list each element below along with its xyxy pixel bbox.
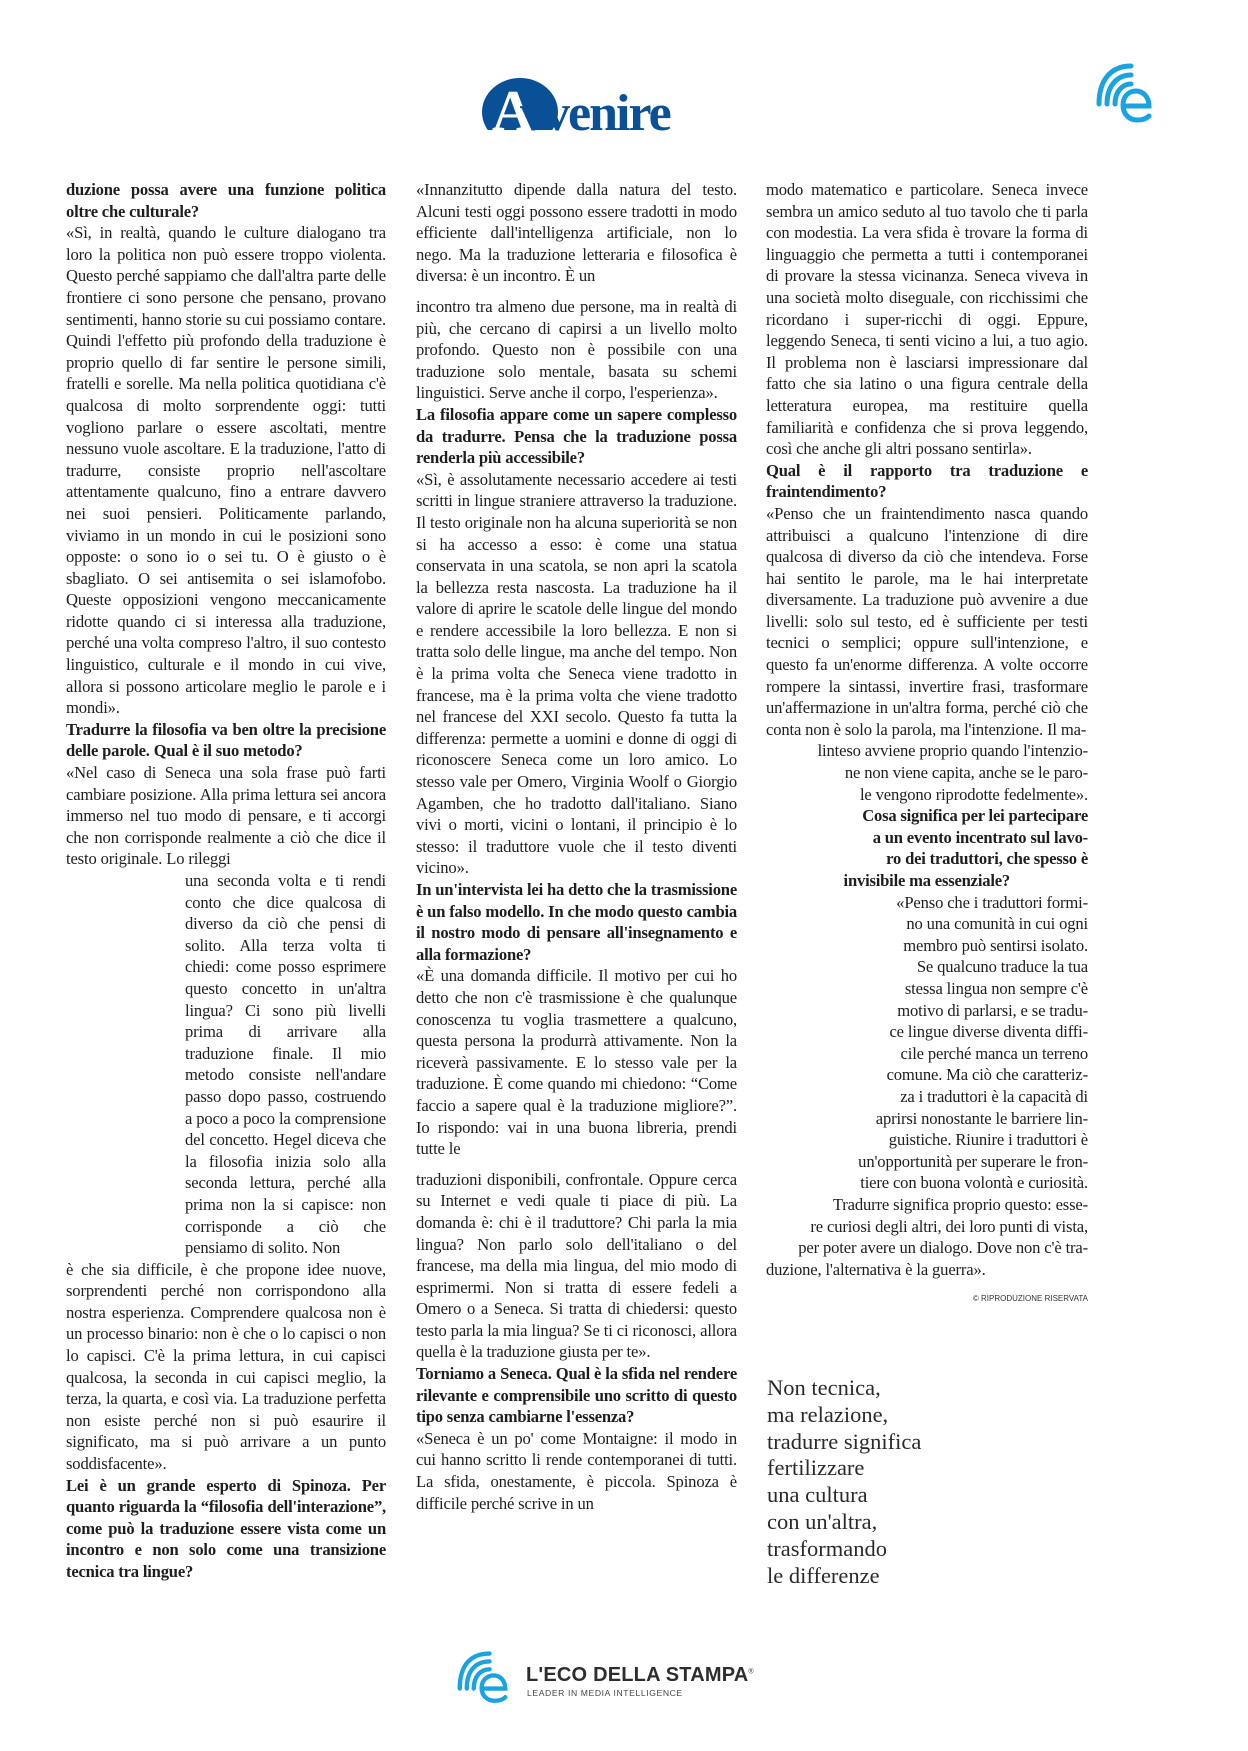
interview-answer: incontro tra almeno due persone, ma in realtà di più, che cercano di capirsi a un livello molto profondo. Questo non è possibile con una traduzione solo mentale, basata su schemi linguistici. Serve anche il corpo, l'esperienza».	[416, 296, 737, 403]
interview-question: Torniamo a Seneca. Qual è la sfida nel rendere rilevante e comprensibile uno scritto di questo tipo senza cambiarne l'essenza?	[416, 1364, 737, 1427]
pull-quote-line: Non tecnica,	[767, 1375, 881, 1400]
text-line: ro dei traduttori, che spesso è	[886, 849, 1088, 869]
interview-answer-right-aligned	[766, 892, 1088, 1281]
interview-answer: «Innanzitutto dipende dalla natura del testo. Alcuni testi oggi possono essere tradotti in modo efficiente dall'intelligenza artificiale, non lo nego. Ma la traduzione letteraria e filosofica è diversa: è un incontro. È un	[416, 180, 737, 286]
text-line: re curiosi degli altri, dei loro punti di vista,	[810, 1216, 1088, 1236]
pull-quote-line: con un'altra,	[767, 1508, 878, 1534]
text-line: Tradurre significa proprio questo: esse-	[832, 1194, 1088, 1214]
masthead	[0, 0, 1248, 170]
footer-tagline: LEADER IN MEDIA INTELLIGENCE	[527, 1688, 683, 1698]
text-line: per poter avere un dialogo. Dove non c'è tra-	[798, 1238, 1088, 1258]
footer-branding	[448, 1648, 768, 1708]
text-line: tiere con buona volontà e curiosità.	[860, 1173, 1088, 1193]
registered-mark: ®	[748, 1668, 754, 1676]
interview-answer: «È una domanda difficile. Il motivo per cui ho detto che non c'è trasmissione è che qualunque conoscenza tu voglia trasmettere a qualcuno, questa persona la produrrà attivamente. Non la riceverà passivamente. E lo stesso vale per la traduzione. È come quando mi chiedono: “Come faccio a sapere qual è la traduzione migliore?”. Io rispondo: vai in una buona libreria, prendi tutte le	[416, 966, 737, 1159]
interview-answer: «Nel caso di Seneca una sola frase può farti cambiare posizione. Alla prima lettura sei ancora immerso nel tuo modo di pensare, e ti accorgi che non corrisponde realmente a ciò che dice il testo originale. Lo rileggi	[66, 763, 386, 869]
text-line: invisibile ma essenziale?	[843, 871, 1010, 890]
eco-della-stampa-e-icon	[454, 1650, 518, 1706]
text-line: Se qualcuno traduce la tua	[916, 957, 1088, 977]
interview-answer: «Seneca è un po' come Montaigne: il modo in cui hanno scritto li rende contemporanei di tutti. La sfida, onestamente, è piccola. Spinoza è difficile perché scrive in un	[416, 1428, 737, 1513]
text-line: a un evento incentrato sul lavo-	[872, 827, 1088, 847]
interview-answer: modo matematico e particolare. Seneca invece sembra un amico seduto al tuo tavolo che ti parla con modestia. La vera sfida è trovare la forma di linguaggio che permetta a tutti i contemporanei di provare la stessa vicinanza. Seneca viveva in una società molto diseguale, con ricchissimi che ricordano i super-ricchi di oggi. Eppure, leggendo Seneca, ti senti vicino a lui, a tuo agio. Il problema non è lasciarsi impressionare dal fatto che sia latino o una figura centrale della letteratura europea, ma restituire quella familiarità e confidenza che si prova leggendo, così che anche gli altri possano sentirla».	[766, 180, 1088, 459]
interview-answer: «Penso che un fraintendimento nasca quando attribuisci a qualcuno l'intenzione di dire qualcosa di diverso da ciò che intendeva. Forse hai sentito le parole, ma le hai interpretate diversamente. La traduzione può avvenire a due livelli: solo sul testo, ed è sufficiente per testi tecnici o semplici; oppure sull'intenzione, e questo fa un'enorme differenza. A volte occorre rompere la sintassi, invertire frasi, trasformare un'affermazione in un'altra forma, perché ciò che conta non è solo la parola, ma l'intenzione. Il ma-	[766, 503, 1088, 739]
text-line: duzione, l'alternativa è la guerra».	[766, 1259, 986, 1279]
pull-quote-line: tradurre significa	[767, 1428, 922, 1454]
column-gap	[416, 1160, 737, 1169]
text-line: ce lingue diverse diventa diffi-	[889, 1022, 1088, 1042]
interview-answer: «Sì, in realtà, quando le culture dialogano tra loro la politica non può essere troppo violenta. Questo perché sappiamo che dall'altra parte delle frontiere ci sono persone che pensano, provano sentimenti, hanno storie su cui possiamo contare. Quindi l'effetto più profondo della traduzione è proprio quello di far sentire le persone simili, fratelli e sorelle. Ma nella politica quotidiana c'è qualcosa di molto sorprendente oggi: tutti vogliono parlare o essere ascoltati, mentre nessuno vuole ascoltare. E la traduzione, l'atto di tradurre, consiste proprio nell'ascoltare attentamente qualcuno, fino a entrare davvero nei suoi pensieri. Politicamente parlando, viviamo in un mondo in cui le posizioni sono opposte: o sono io o sei tu. O è giusto o è sbagliato. O sei antisemita o sei islamofobo. Queste opposizioni vengono meccanicamente ridotte quando ci si interessa alla traduzione, perché una volta compreso l'altro, il suo contesto linguistico, culturale e il mondo in cui vive, allora si possono articolare meglio le parole e i mondi».	[66, 223, 386, 718]
interview-answer: traduzioni disponibili, confrontale. Oppure cerca su Internet e vedi quale ti piace di più. La domanda è: chi è il traduttore? Chi parla la mia lingua? Non parlo solo dell'italiano o del francese, ma della mia lingua, del mio modo di esprimermi. Non si tratta di essere fedeli a Omero o a Seneca. Si tratta di chiedersi: questo testo parla la mia lingua? Se ti ci riconosci, allora quella è la traduzione giusta per te».	[416, 1169, 737, 1362]
interview-question: La filosofia appare come un sapere complesso da tradurre. Pensa che la traduzione possa renderla più accessibile?	[416, 404, 737, 468]
pull-quote	[767, 1375, 1067, 1589]
pull-quote-line: una cultura	[767, 1482, 868, 1508]
eco-della-stampa-e-icon	[1093, 60, 1165, 132]
interview-question-right-aligned	[766, 805, 1088, 891]
pull-quote-line: trasformando	[767, 1535, 887, 1561]
article-column-3	[766, 179, 1088, 1310]
text-line: aprirsi nonostante le barriere lin-	[875, 1108, 1088, 1128]
pull-quote-line: fertilizzare	[767, 1455, 865, 1481]
interview-question: Qual è il rapporto tra traduzione e fraintendimento?	[766, 460, 1088, 502]
column-gap	[416, 287, 737, 296]
pull-quote-line: le differenze	[767, 1562, 880, 1588]
text-line: linteso avviene proprio quando l'intenzio-	[817, 741, 1088, 761]
interview-question: Tradurre la filosofia va ben oltre la precisione delle parole. Qual è il suo metodo?	[66, 719, 386, 761]
text-line: guistiche. Riunire i traduttori è	[888, 1130, 1088, 1150]
avvenire-logo-icon	[480, 68, 720, 138]
interview-answer: «Sì, è assolutamente necessario accedere ai testi scritti in lingue straniere attraverso la traduzione. Il testo originale non ha alcuna superiorità se non si ha accesso a esso: è come una statua conservata in una scatola, se non apri la scatola la bellezza resta nascosta. La traduzione ha il valore di aprire le scatole delle lingue del mondo e rendere accessibile la loro bellezza. E non si tratta solo delle lingue, ma anche del tempo. Non è la prima volta che Seneca viene tradotto in francese, ma è la prima volta che viene tradotto nel francese del XXI secolo. Questo fa tutta la differenza: permette a uomini e donne di oggi di riconoscere Seneca come un loro amico. Lo stesso vale per Omero, Virginia Woolf o Giorgio Agamben, che ho tradotto dall'italiano. Siano vivi o morti, vicini o lontani, il principio è lo stesso: il traduttore vuole che il testo diventi vicino».	[416, 469, 737, 878]
svg-text:A: A	[492, 78, 534, 138]
interview-answer-indented: una seconda volta e ti rendi conto che dice qualcosa di diverso da ciò che pensi di solito. Alla terza volta ti chiedi: come posso esprimere questo concetto in un'altra lingua? Ci sono più livelli prima di arrivare alla traduzione finale. Il mio metodo consiste nell'andare passo dopo passo, costruendo a poco a poco la comprensione del concetto. Hegel diceva che la filosofia inizia solo alla seconda lettura, perché alla prima non la si capisce: non corrisponde a ciò che pensiamo di solito. Non	[185, 871, 386, 1258]
pull-quote-line: ma relazione,	[767, 1401, 889, 1427]
footer-brand-name	[526, 1664, 754, 1687]
text-line: motivo di parlarsi, e se tradu-	[897, 1000, 1088, 1020]
text-line: ne non viene capita, anche se le paro-	[844, 763, 1088, 783]
interview-question: In un'intervista lei ha detto che la trasmissione è un falso modello. In che modo questo cambia il nostro modo di pensare all'insegnamento e alla formazione?	[416, 880, 737, 964]
text-line: le vengono riprodotte fedelmente».	[859, 784, 1088, 804]
interview-question: duzione possa avere una funzione politica oltre che culturale?	[66, 180, 386, 221]
text-line: za i traduttori è la capacità di	[900, 1086, 1088, 1106]
article-column-1	[66, 179, 386, 1583]
text-line: un'opportunità per superare le fron-	[858, 1151, 1088, 1171]
text-line: «Penso che i traduttori formi-	[896, 892, 1088, 912]
svg-text:vvenire: vvenire	[520, 85, 670, 138]
interview-answer-right-aligned	[766, 740, 1088, 805]
interview-answer: è che sia difficile, è che propone idee nuove, sorprendenti perché non corrispondono alla nostra esperienza. Comprendere qualcosa non è un processo binario: non è che o lo capisci o non lo capisci. C'è la prima lettura, in cui capisci qualcosa, la seconda in cui capisci meglio, la terza, la quarta, e così via. La traduzione perfetta non esiste perché non si può esaurire il significato, ma si può arrivare a un punto soddisfacente».	[66, 1259, 386, 1474]
text-line: stessa lingua non sempre c'è	[904, 978, 1088, 998]
article-column-2	[416, 179, 737, 1514]
text-line: no una comunità in cui ogni	[906, 914, 1088, 934]
text-line: comune. Ma ciò che caratteriz-	[886, 1065, 1088, 1085]
text-line: membro può sentirsi isolato.	[903, 935, 1088, 955]
brand-name-text: L'ECO DELLA STAMPA	[526, 1664, 749, 1686]
copyright-notice: © RIPRODUZIONE RISERVATA	[972, 1294, 1088, 1304]
text-line: cile perché manca un terreno	[900, 1043, 1088, 1063]
text-line: Cosa significa per lei partecipare	[862, 806, 1088, 826]
interview-question: Lei è un grande esperto di Spinoza. Per quanto riguarda la “filosofia dell'interazione”, come può la traduzione essere vista come un incontro e non solo come una transizione tecnica tra lingue?	[66, 1475, 386, 1581]
